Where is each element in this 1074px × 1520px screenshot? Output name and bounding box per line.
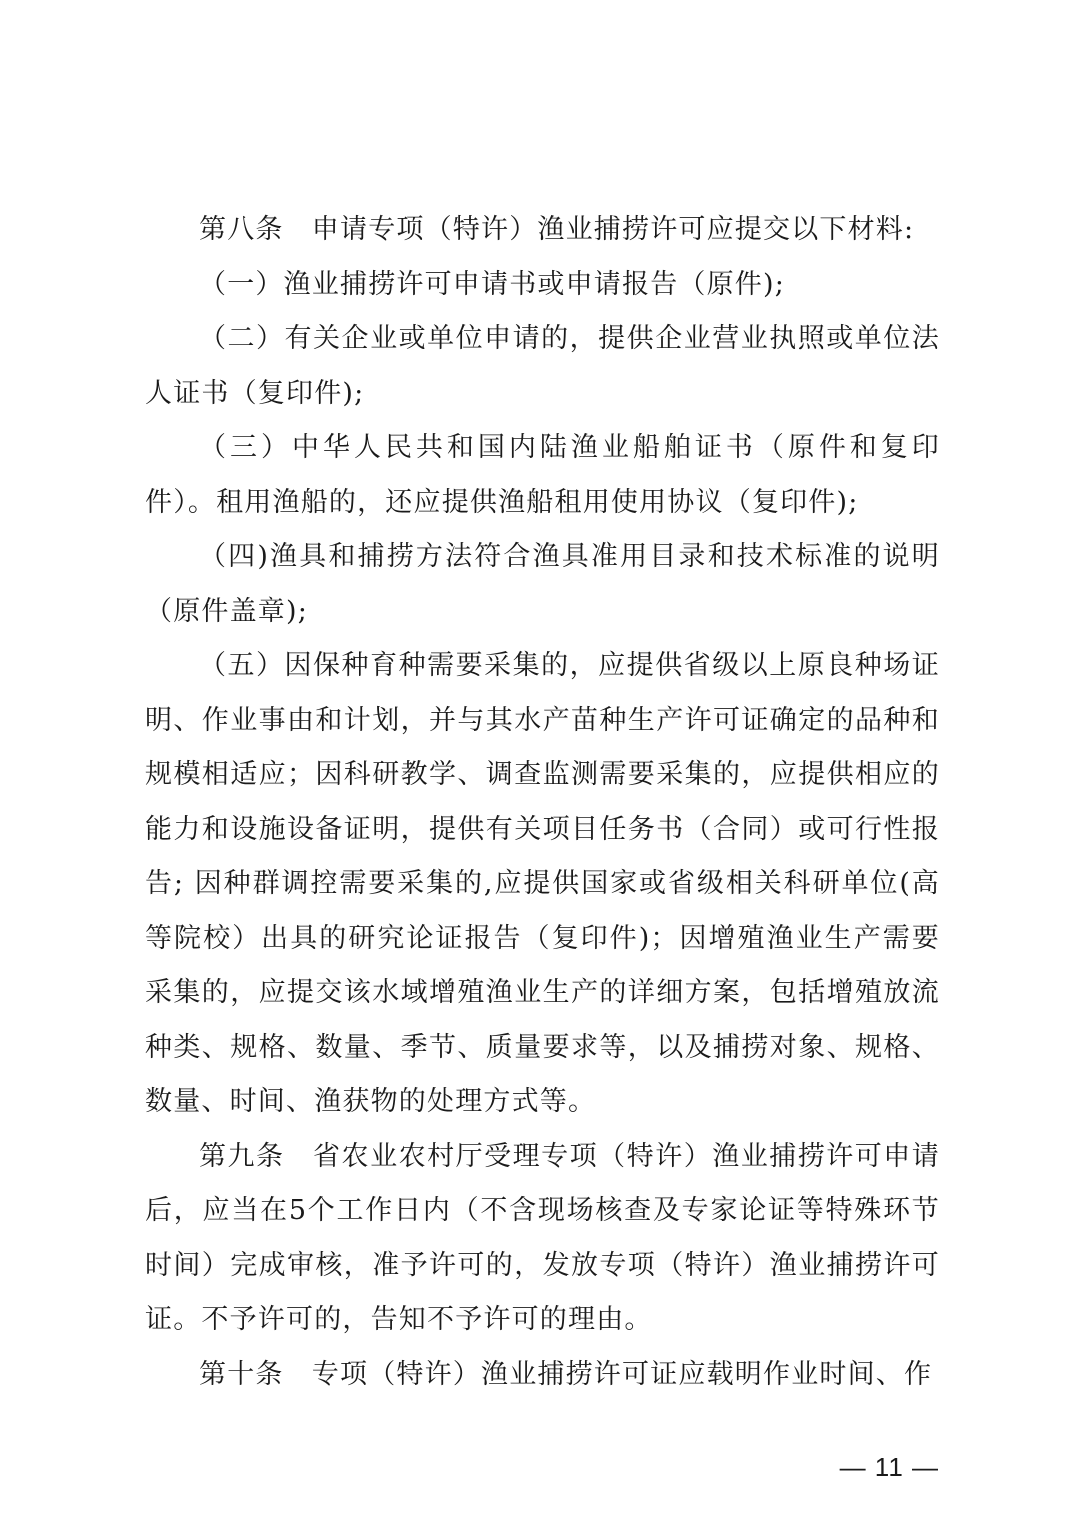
- item-5-paragraph: （五）因保种育种需要采集的，应提供省级以上原良种场证明、作业事由和计划，并与其水产苗种生产许可证确定的品种和规模相适应；因科研教学、调查监测需要采集的，应提供相应的能力和设施设备证明，提供有关项目任务书（合同）或可行性报告; 因种群调控需要采集的,应提供国家或省级相关科研单位(高等院校）出具的研究论证报告（复印件)；因增殖渔业生产需要采集的，应提交该水域增殖渔业生产的详细方案，包括增殖放流种类、规格、数量、季节、质量要求等，以及捕捞对象、规格、数量、时间、渔获物的处理方式等。: [145, 650, 940, 1117]
- document-body: [145, 203, 940, 1402]
- item-4-paragraph: （四)渔具和捕捞方法符合渔具准用目录和技术标准的说明（原件盖章);: [145, 541, 940, 627]
- article-10-paragraph: 第十条 专项（特许）渔业捕捞许可证应载明作业时间、作: [199, 1358, 933, 1390]
- article-8-heading: 第八条 申请专项（特许）渔业捕捞许可应提交以下材料:: [199, 214, 915, 245]
- item-1-paragraph: （一）渔业捕捞许可申请书或申请报告（原件);: [199, 268, 786, 300]
- article-9-paragraph: 第九条 省农业农村厅受理专项（特许）渔业捕捞许可申请后，应当在5个工作日内（不含现场核查及专家论证等特殊环节时间）完成审核，准予许可的，发放专项（特许）渔业捕捞许可证。不予许可的，告知不予许可的理由。: [145, 1140, 940, 1335]
- item-2-paragraph: （二）有关企业或单位申请的，提供企业营业执照或单位法人证书（复印件);: [145, 323, 940, 409]
- page-number: — 11 —: [839, 1452, 939, 1482]
- item-3-paragraph: （三）中华人民共和国内陆渔业船舶证书（原件和复印件）。租用渔船的，还应提供渔船租用使用协议（复印件);: [145, 432, 940, 518]
